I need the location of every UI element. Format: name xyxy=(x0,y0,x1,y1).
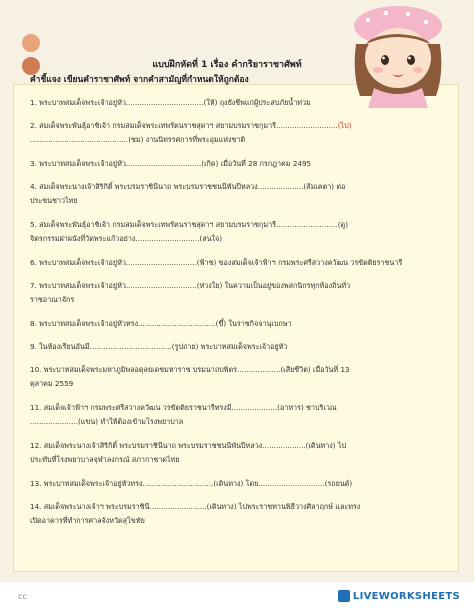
footer-bar xyxy=(0,582,474,611)
worksheet-title: แบบฝึกหัดที่ 1 เรื่อง คำกริยาราชาศัพท์ xyxy=(152,60,302,70)
question-item: 9. ในห้องเรียนอันมี....................................(รูปถ่าย) พระบาทสมเด็จพระเจ้าอยู่หัว xyxy=(30,342,288,351)
question-item: 7. พระบาทสมเด็จพระเจ้าอยู่หัว...............................(ห่วงใย) ในความเป็นอยู่ของพสกนิกรทุกท้องถิ่นทั่ว ราชอาณาจักร xyxy=(30,281,351,304)
question-item: 14. สมเด็จพระนางเจ้าฯ พระบรมราชินี.........................(เดินทาง) ไปพระราชทานพิธีวางศิลาฤกษ์ และทรง เปิดอาคารที่ทำการศาลจังหวัดสุโขทัย xyxy=(30,502,361,525)
license-label: cc xyxy=(18,592,27,601)
question-item: 8. พระบาทสมเด็จพระเจ้าอยู่หัวทรง..................................(ขึ้) ในราชกิจจานุเบกษา xyxy=(30,319,292,328)
question-item: 6. พระบาทสมเด็จพระเจ้าอยู่หัว...............................(ฟ้าช) ของสมเด็จเจ้าฟ้าฯ กรมพระศรีสวางควัฒน วรขัตติยราชนารี xyxy=(30,258,403,267)
question-item: 11. สมเด็จเจ้าฟ้าฯ กรมพระศรีสวางควัฒน วรขัตติยราชนารีทรงมี....................(อาหาร) ชาบริเวณ .....................(แขน) ทำให้ต้องเข้ามโรงพยาบาล xyxy=(30,403,337,426)
question-item: 5. สมเด็จพระพันธุ์อาชิเจ้า กรมสมเด็จพระเทพรัตนราชสุดาฯ สยามบรมราชกุมารี...........................(ดู) จิตรกรรมฝาผนังที่วัดพระแก้วอย่าง............................(สนใจ) xyxy=(30,220,349,243)
liveworksheets-logo: LIVEWORKSHEETS xyxy=(338,590,460,602)
instruction-text: คำชี้แจง เขียนคำราชาศัพท์ จากคำสามัญที่กำหนดให้ถูกต้อง xyxy=(30,75,249,85)
logo-icon xyxy=(338,590,350,602)
question-item: 12. สมเด็จพระนางเจ้าสิริกิติ์ พระบรมราชินีนาถ พระบรมราชชนนีพันปีหลวง...................(เดินทาง) ไป ประทับที่โรงพยาบาลจุฬาลงกรณ์ สภากาชาดไทย xyxy=(30,441,347,464)
question-item: 13. พระบาทสมเด็จพระเจ้าอยู่หัวทรง...............................(เดินทาง) โดย.............................(รถยนต์) xyxy=(30,479,353,488)
question-item: 4. สมเด็จพระนางเจ้าสิริกิติ์ พระบรมราชินีนาถ พระบรมราชชนนีพันปีหลวง....................(ส้มเคตา) ต่อ ประชนชาวไทย xyxy=(30,182,346,205)
question-item: 3. พระบาทสมเด็จพระเจ้าอยู่หัว.................................(เกิด) เมื่อวันที่ 28 กรกฎาคม 2495 xyxy=(30,159,312,168)
dot-top xyxy=(22,34,40,52)
girl-illustration xyxy=(338,4,456,108)
question-item: 1. พระบาทสมเด็จพระเจ้าอยู่หัว..................................(ให้) ถุงยังชีพแก่ผู้ประสบภัยน้ำท่วม xyxy=(30,98,311,107)
question-item: 2. สมเด็จพระพันธุ์อาชิเจ้า กรมสมเด็จพระเทพรัตนราชสุดาฯ สยามบรมราชกุมารี...........................(ไป) ...........................................(ชม) งานนิทรรศการที่พระอุมแห่งชาติ xyxy=(30,121,352,144)
question-item: 10. พระบาทสมเด็จพระมหาภูมิพลอดุลยเดชมหาราช บรมนาถบพิตร...................(เสียชีวิต) เมื่อวันที่ 13 ตุลาคม 2559 xyxy=(30,365,350,388)
